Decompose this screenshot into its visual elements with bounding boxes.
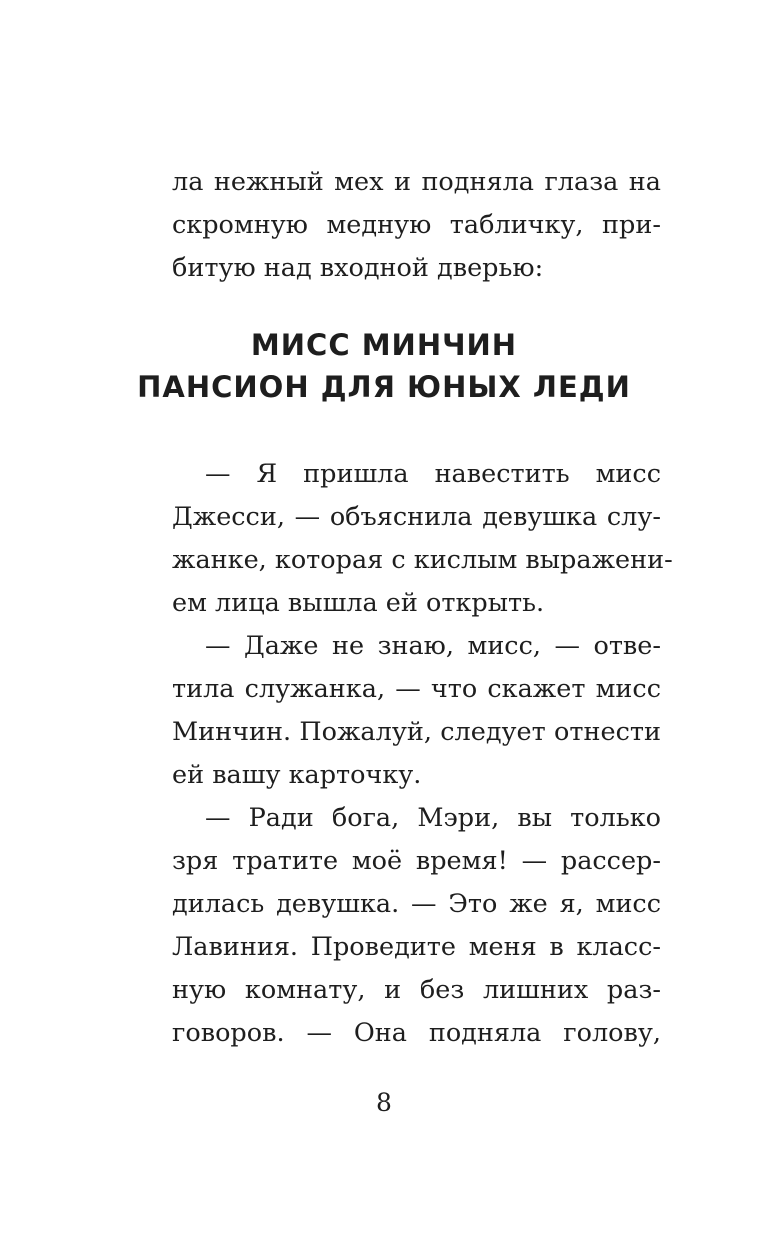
text-line: — Ради бога, Мэри, вы только xyxy=(205,803,661,833)
sign-heading-line-2: ПАНСИОН ДЛЯ ЮНЫХ ЛЕДИ xyxy=(137,370,631,404)
text-line: ла нежный мех и подняла глаза на xyxy=(172,167,661,197)
text-line: жанке, которая с кислым выражени- xyxy=(172,545,673,575)
text-line: Минчин. Пожалуй, следует отнести xyxy=(172,717,661,747)
text-line: битую над входной дверью: xyxy=(172,253,544,283)
text-line: — Я пришла навестить мисс xyxy=(205,459,661,489)
text-line: — Даже не знаю, мисс, — отве- xyxy=(205,631,661,661)
text-line: Лавиния. Проведите меня в класс- xyxy=(172,932,661,962)
text-line: ем лица вышла ей открыть. xyxy=(172,588,545,618)
text-line: дилась девушка. — Это же я, мисс xyxy=(172,889,661,919)
page-number: 8 xyxy=(376,1088,392,1117)
sign-heading-line-1: МИСС МИНЧИН xyxy=(250,328,518,362)
text-line: скромную медную табличку, при- xyxy=(172,210,661,240)
text-line: зря тратите моё время! — рассер- xyxy=(172,846,661,876)
text-line: ную комнату, и без лишних раз- xyxy=(172,975,661,1005)
text-line: Джесси, — объяснила девушка слу- xyxy=(172,502,661,532)
text-line: ей вашу карточку. xyxy=(172,760,422,790)
text-line: говоров. — Она подняла голову, xyxy=(172,1018,661,1048)
text-line: тила служанка, — что скажет мисс xyxy=(172,674,661,704)
